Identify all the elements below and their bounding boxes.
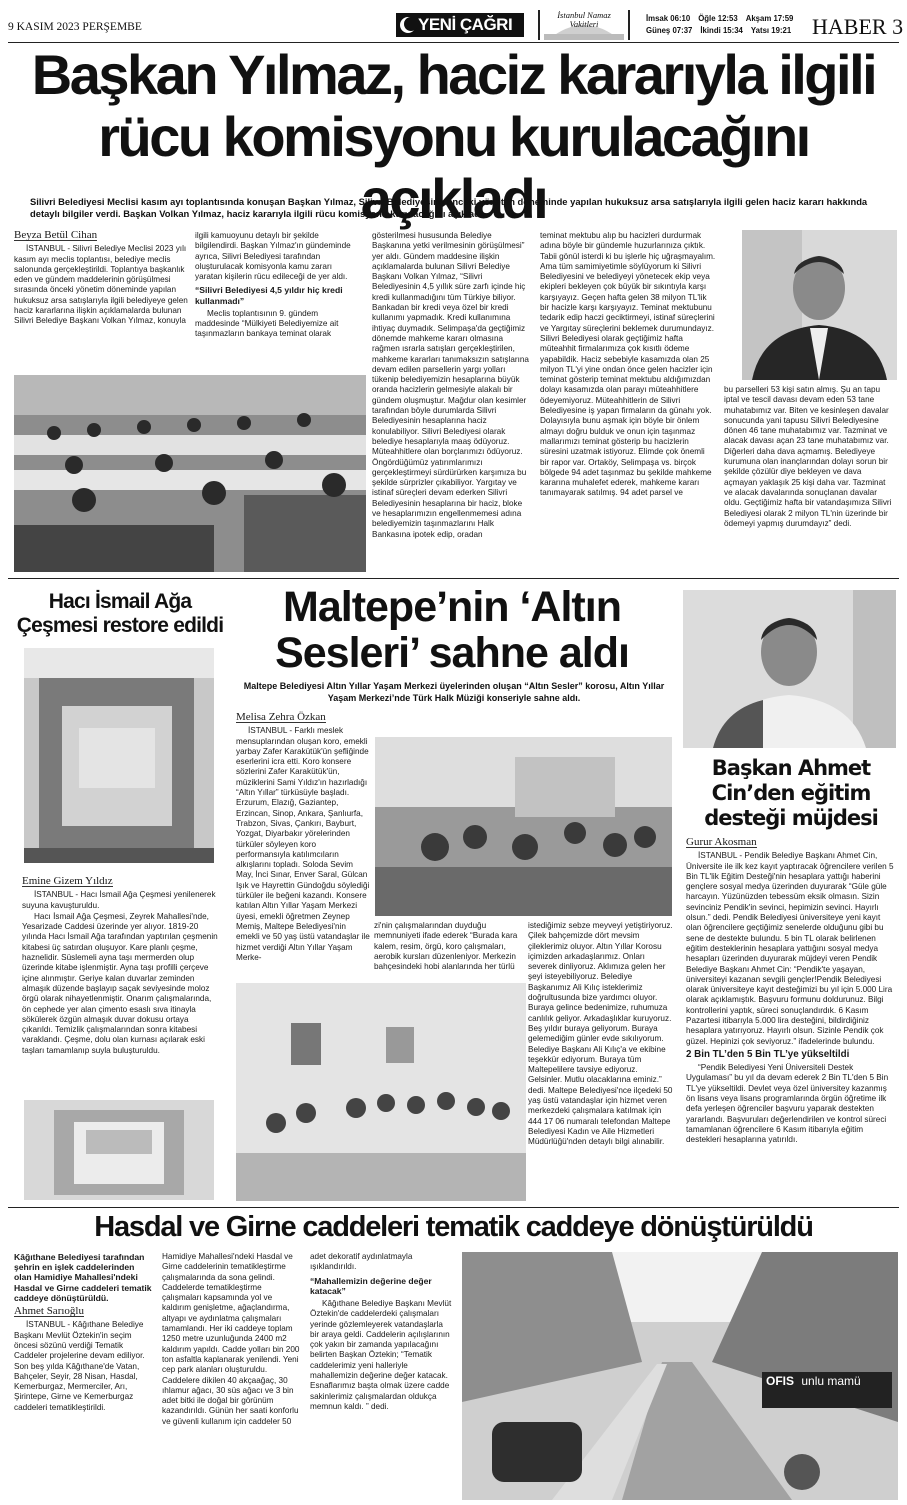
maltepe-headline: Maltepe’nin ‘Altın Sesleri’ sahne aldı (275, 583, 629, 677)
hasdal-subhead: “Mahallemizin değerine değer katacak” (310, 1275, 432, 1296)
prayer-imsak: İmsak 06:10 (646, 14, 691, 23)
issue-date: 9 KASIM 2023 PERŞEMBE (8, 21, 142, 33)
lead-col-1: Beyza Betül Cihan İSTANBUL - Silivri Belediye Meclisi 2023 yılı kasım ayı meclis toplantısı, belediye meclis salonunda gerçekleştirildi. Toplantıya başkanlık eden ve gündem maddelerinin görüşülmesi sırasında önceki yönetim döneminde yapılan hukuksuz arsa satışlarıyla ilgili belediyeye gelen haciz kararlarına ilişkin açıklamalarda bulunan Silivri Belediye Başkanı Volkan Yılmaz, konuyla (14, 229, 188, 326)
mayor-portrait-photo (742, 230, 897, 380)
choir-image-2 (236, 983, 526, 1201)
hasdal-col-1: Kâğıthane Belediyesi tarafından şehrin en işlek caddelerinden olan Hamidiye Mahallesi'ndeki Hasdal ve Girne caddeleri tematik caddeye dönüştürüldü. Ahmet Sarıoğlu İSTANBUL - Kâğıthane Belediye Başkanı Mevlüt Öztekin'in seçim öncesi sözünü verdiği Tematik Caddeler projelerine devam ediliyor. Son beş yılda Kâğıthane'de Vatan, Bahçeler, Seyir, 28 Nisan, Hasdal, Kemerburgaz, Mermerciler, Arı, Şirintepe, Girne ve Kemerburgaz caddeleri tematikleştirildi. (14, 1252, 154, 1414)
cesme-headline: Hacı İsmail Ağa Çeşmesi restore edildi (16, 590, 224, 637)
lead-col-3: gösterilmesi hususunda Belediye Başkanına yetki verilmesinin görüşülmesi” yer aldı. Gündem maddesine ilişkin açıklamalarda bulunan Silivri Belediye Başkanı Volkan Yılmaz, “Silivri Belediyesinin 4,5 yıllık süre zarfı içinde hiç kredi kullanmadığını tüm Türkiye biliyor. Bankadan bir kredi veya özel bir kredi kullanımı yapmadık. Kredi kullanımına ihtiyaç duymadık. Selimpaşa'da geçtiğimiz dönemde mahkeme kararı olmasına rağmen ısrarla satışları gerçekleştirilen, mahkeme kararları tanımaksızın satışlarına devam edilen parsellerin yargı yolları tükenip belediyemizin hesaplarına büyük oranda hacizlerin gelmesiyle alakalı bir gündem oluşmuştur. Mağdur olan kesimler tarafından böyle durumlarda Silivri Belediyesinin hesaplarına haciz konulabiliyor. Silivri Belediyesi olarak belediye hesaplarıyla maaş ödüyoruz. Müteahhitlere olan borçlarımızı ödüyoruz. Öngördüğümüz yatırımlarımızı gerçekleştirmeyi sürdürürken karşımıza bu şekilde sürprizler çıkabiliyor. Yargıtay ve istinaf süreçleri devam ederken Silivri Belediyesinin hesaplarına bir haciz, bloke ve hesaplarımızın engellenmemesi adına belediyemizin taşınmazlarını Halk Bankasına ipotek edip, oradan (372, 231, 529, 539)
logo-text: YENİ ÇAĞRI (418, 15, 513, 34)
choir-concert-photo (236, 983, 526, 1201)
pendik-byline: Gurur Akosman (686, 836, 757, 848)
prayer-ogle: Öğle 12:53 (698, 14, 738, 23)
prayer-times (646, 13, 793, 37)
lead-col-4: teminat mektubu alıp bu hacizleri durdurmak adına böyle bir gündemle huzurlarınıza çıktık. Tabii gönül isterdi ki bu işlerle hiç uğraşmayalım. Ama tüm samimiyetimle söylüyorum ki Silivri Belediyesini ve belediyeyi yönetecek ekip veya ekipleri bekleyen çok büyük bir sıkıntıyla karşı karşıyayız. Geçen hafta gelen 38 milyon TL'lik bir hacizle karşı karşıyayız. Teminat mektubunu tedarik edip haczi geciktirmeyi, istinaf süreçlerini ve Yargıtay süreçlerini beklemek durumundayız. Silivri Belediyesi olarak geçtiğimiz hafta müteahhit firmalarımıza çok kısıtlı ödeme yapabildik. Haciz sebebiyle kasamızda olan 25 milyon TL'yi yine ondan önce gelen hacizler için teminat gösterip teminat mektubu aldığımızdan dolayı kasamızda olan parayı müteahhitlere ödeyemiyoruz. Müteahhitlerin de Silivri Belediyesine iş yapan firmaların da günahı yok. Dolayısıyla bunu aşmak için böyle bir önlem almayı doğru bulduk ve onun için taşınmaz mallarımızı teminat gösterip bu hacizlerin süresini uzatmak istiyoruz. Elimde çok önemli bir rapor var. Ortaköy, Selimpaşa vs. birçok bölgede 94 adet taşınmaz bu şekilde mahkeme kararına muhalefet ederek, mahkeme kararı tanımayarak satılmış. 94 adet parsel ve (540, 231, 716, 498)
council-meeting-photo (14, 375, 366, 572)
cesme-byline: Emine Gizem Yıldız (22, 875, 113, 887)
prayer-box-title: İstanbul Namaz Vakitleri (557, 10, 611, 29)
fountain-photo-after (24, 1100, 214, 1200)
cesme-body: Emine Gizem Yıldız İSTANBUL - Hacı İsmail Ağa Çeşmesi yenilenerek suyuna kavuşturuldu. Hacı İsmail Ağa Çeşmesi, Zeyrek Mahallesi'nde, Yesarizade Caddesi üzerinde yer alıyor. 1819-20 yılında Hacı İsmail Ağa tarafından yaptırılan çeşmenin kitabesi üç satırdan oluşuyor. Kare planlı çeşme, haznelidir. Süslemeli ayna taşı mermerden olup üzerinde kitabe işlenmiştir. Ayna taşı profilli çerçeve içine alınmıştır. Geriye kalan duvarlar zeminden almaşık düzende başlayıp saçak seviyesinde moloz örgü olarak nihayetlenmiştir. Onarım çalışmalarında, ön cephede yer alan çimento esaslı sıva itinayla sökülerek özgün almaşık duvar dokusu ortaya çıkarıldı. Temizlik çalışmalarından sonra kitabesi varaklandı. Çeşme, dolu olan kurnası açılarak eski taşları tamamlanıp suyla buluşturuldu. (22, 875, 218, 1055)
hasdal-byline: Ahmet Sarıoğlu (14, 1305, 84, 1318)
hasdal-headline: Hasdal ve Girne caddeleri tematik caddeye dönüştürüldü (94, 1211, 813, 1243)
hasdal-deck: Kâğıthane Belediyesi tarafından şehrin en işlek caddelerinden olan Hamidiye Mahallesi'ndeki Hasdal ve Girne caddeleri tematik caddeye dönüştürüldü. (14, 1252, 152, 1303)
pendik-headline: Başkan Ahmet Cin’den eğitim desteği müjdesi (704, 756, 878, 830)
hasdal-col-3: adet dekoratif aydınlatmayla ışıklandırıldı. “Mahallemizin değerine değer katacak” Kâğıthane Belediye Başkanı Mevlüt Öztekin'de caddelerdeki çalışmaları yerinde gözlemleyerek vatandaşlarla bir araya geldi. Caddelerin açılışlarının çok yakın bir zamanda yapılacağını belirten Başkan Öztekin; “Tematik caddelerimiz yeni halleriyle mahallemizin değerine değer katacak. Esnaflarımız başta olmak üzere cadde sakinlerimiz çalışmalardan oldukça memnun kaldı. ” dedi. (310, 1252, 454, 1413)
fountain-photo-before (24, 648, 214, 863)
lead-bottom-rule (8, 578, 899, 579)
page-number: 3 (892, 14, 904, 39)
lower-rule (8, 1207, 899, 1208)
fountain-image-1 (24, 648, 214, 863)
meeting-image (14, 375, 366, 572)
shop-sign-ofis: OFIS (766, 1374, 795, 1388)
pendik-portrait-image (683, 590, 896, 748)
lead-col-2: ilgili kamuoyunu detaylı bir şekilde bilgilendirdi. Başkan Yılmaz'ın gündeminde ayrıca, Silivri Belediyesi tarafından oluşturulacak komisyonla kamu zararı yaratan kişilerin rücu edileceği de yer aldı. “Silivri Belediyesi 4,5 yıldır hiç kredi kullanmadı” Meclis toplantısının 9. gündem maddesinde “Mülkiyeti Belediyemize ait taşınmazların bankaya teminat olarak (195, 231, 357, 341)
maltepe-byline: Melisa Zehra Özkan (236, 711, 326, 723)
prayer-ikindi: İkindi 15:34 (700, 26, 743, 35)
hasdal-col-2: Hamidiye Mahallesi'ndeki Hasdal ve Girne caddelerinin tematikleştirme çalışmalarında da sona gelindi. Caddelerde tematikleştirme çalışmaları kapsamında yol ve kaldırım genişletme, ağaçlandırma, altyapı ve aydınlatma çalışmaları tamamlandı. Her iki caddeye toplam 1250 metre uzunluğunda 2400 m2 kaldırım yapıldı. Cadde yolları bin 200 ton asfaltla kaplanarak yenilendi. Yeni cep park alanları oluşturuldu. Caddelere dikilen 40 akçaağaç, 30 ıhlamur ağacı, 30 süs ağacı ve 3 bin adet bitki ile doğal bir görünüm kazandırıldı. Günün her saati konforlu ve güvenli kullanım için caddeler 50 (162, 1252, 300, 1426)
choir-image-1 (375, 737, 672, 916)
lead-byline: Beyza Betül Cihan (14, 229, 98, 241)
prayer-aksam: Akşam 17:59 (745, 14, 794, 23)
lead-headline: Başkan Yılmaz, haciz kararıyla ilgili rücu komisyonu kurulacağını açıkladı (31, 43, 876, 230)
newspaper-logo (396, 13, 524, 37)
ahmet-cin-portrait (683, 590, 896, 748)
shop-sign (766, 1374, 861, 1388)
lead-subhead: “Silivri Belediyesi 4,5 yıldır hiç kredi kullanmadı” (195, 285, 343, 306)
lead-col-5: bu parselleri 53 kişi satın almış. Şu an tapu iptal ve tescil davası devam eden 53 tane muhatabımız var. Biten ve kesinleşen davalar sonucunda yani tapusu Silivri Belediyesine dönen 46 tane muhatabımız var. Tazminat ve alacak davası açan 23 tane muhatabımız var. Diğerleri daha dava açmamış. Belediyeye kurumuna olan inançlarından dolayı sorun bir şekilde çözülür diye bekleyen ve dava açmayan yaklaşık 25 kişi daha var. Tazminat ve alacak davalarında sonuçlanan davalar oldu. Geçtiğimiz hafta bir vatandaşımıza Silivri Belediyesi olarak 2 milyon TL'nin üzerinde bir ödemeyi yapmış durumdayız” dedi. (724, 385, 892, 528)
street-photo (462, 1252, 898, 1500)
prayer-gunes: Güneş 07:37 (646, 26, 693, 35)
shop-sign-unlu: unlu mamü (801, 1374, 861, 1388)
lead-deck: Silivri Belediyesi Meclisi kasım ayı toplantısında konuşan Başkan Yılmaz, Silivri Belediyesine önceki yönetim döneminde yapılan hukuksuz arsa satışlarıyla ilgili gelen haciz kararı hakkında detaylı bilgiler verdi. Başkan Volkan Yılmaz, haciz kararıyla ilgili rücu komisyonu kurulacağını açıkladı. (30, 196, 868, 219)
portrait-image (742, 230, 897, 380)
prayer-yatsi: Yatsı 19:21 (750, 26, 792, 35)
maltepe-col-3: istediğimiz sebze meyveyi yetiştiriyoruz. Çilek bahçemizde dört mevsim çileklerimiz oluyor. Altın Yıllar Korosu içimizden arkadaşlarımız. Onları severek dinliyoruz. Aklımıza gelen her şeyi isteyebiliyoruz. Belediye Başkanımız Ali Kılıç isteklerimiz doğrultusunda bize yardımcı oluyor. Buraya gelince bedenimize, ruhumuza canlılık geliyor. Arkadaşlıklar kuruyoruz. Beş yıldır buraya geliyorum. Buraya gelemediğim günler evde sıkılıyorum. Belediye Başkanı Ali Kılıç'a ve ekibine teşekkür ediyorum. Buraya tüm Maltepelilere tavsiye ediyoruz. Gelsinler. Mutlu olacaklarına eminiz.” dedi. Maltepe Belediyesi'nce ilçedeki 50 yaş üstü vatandaşlar için hizmet veren merkezdeki çalışmalara katılmak için 444 17 06 numaralı telefondan Maltepe Belediyesi Kadın ve Aile Hizmetleri Müdürlüğü'nden detaylı bilgi alınabilir. (528, 921, 673, 1147)
crescent-icon (399, 16, 417, 34)
prayer-box (528, 6, 640, 42)
pendik-body: Gurur Akosman İSTANBUL - Pendik Belediye Başkanı Ahmet Cin, Üniversite ile ilk kez kayıt yaptıracak öğrencilere verilen 5 Bin TL'lik Eğitim Desteği'nin hesaplara yattığı haberini gençlere sosyal medya üzerinden duyurarak “Güle güle harcayın. Yüzünüzden tebessüm eksik olmasın. Sizin sevinciniz Pendik'in sevinci, hepimizin sevinci. Hayırlı olsun.” dedi. Pendik Belediyesi üniversiteye yeni kayıt olan öğrencilere geçtiğimiz senelerde olduğunu gibi bu sene de destekte bulundu. 5 bin TL olarak belirlenen eğitim desteklerinin hesaplara yattığını sosyal medya hesapları üzerinden duyurarak müjdeyi veren Pendik Belediye Başkanı Ahmet Cin: “Pendik'te yaşayan, üniversiteyi kazanan sevgili gençler!Pendik Belediyesi olarak üniversiteye kayıt desteğimizi bu yıl için 5.000 Lira olarak açıklamıştık. Başvuru formunu doldurunuz. Bilgi kontrollerini yaptık, süreci sonuçlandırdık. 6 Kasım Pazartesi itibarıyla 5.000 lira desteğini, bildirdiğiniz hesaplara yatırıyoruz. Hayırlı olsun. Sizinle Pendik çok güzel. Hepinizi çok seviyoruz.” ifadelerinde bulundu. 2 Bin TL’den 5 Bin TL’ye yükseltildi “Pendik Belediyesi Yeni Üniversiteli Destek Uygulaması” bu yıl da devam ederek 2 Bin TL'den 5 Bin TL'ye yükseltildi. Devlet veya özel üniversitey kazanmış ön lisans veya lisans programlarında örgün öğretime ilk defa yerleşen öğrenciler başvuru yaparak destekten yararlandı. Başvuruları değerlendirilen ve kontrol süreci tamamlanan öğrencilere 6 Kasım itibarıyla eğitim destekleri hesaplarına yatırıldı. (686, 837, 896, 1147)
pendik-subhead: 2 Bin TL’den 5 Bin TL’ye yükseltildi (686, 1048, 850, 1060)
maltepe-col-1: Melisa Zehra Özkan İSTANBUL - Farklı meslek mensuplarından oluşan koro, emekli yarbay Zafer Karakütük'ün şefliğinde eserlerini icra etti. Koro konsere sözlerini Zafer Karakütük'ün, müziklerini Sami Yıldız'ın hazırladığı “Altın Yıllar” türküsüyle başladı. Erzurum, Elazığ, Gaziantep, Erzincan, Sinop, Ankara, Şanlıurfa, Trabzon, Sivas, Çankırı, Bayburt, Yozgat, Diyarbakır yörelerinden türküler söyleyen koro performansıyla katılımcıların alkışlarını topladı. Soloda Sevim May, İnci Sınar, Enver Saral, Gülcan Işık ve Hayrettin Gündoğdu söylediği türküler ile beğeni kazandı. Konsere katılan Altın Yıllar Yaşam Merkezi üyesi, emekli öğretmen Zeynep Memiş, Maltepe Belediyesi'nin emekli ve 50 yaş üstü vatandaşlar ile hizmet verdiği Altın Yıllar Yaşam Merke- (236, 711, 370, 962)
maltepe-col-2: zi'nin çalışmalarından duyduğu memnuniyeti ifade ederek “Burada kara kalem, resim, örgü, koro çalışmaları, aerobik kursları düzenleniyor. Merkezin bahçesindeki hobi alanlarında her türlü (374, 921, 518, 972)
choir-rehearsal-photo (375, 737, 672, 916)
section-label: HABER 3 (812, 14, 904, 39)
fountain-image-2 (24, 1100, 214, 1200)
maltepe-deck: Maltepe Belediyesi Altın Yıllar Yaşam Merkezi üyelerinden oluşan “Altın Sesler” korosu, Altın Yıllar Yaşam Merkezi’nde Türk Halk Müziği konseriyle sahne aldı. (243, 681, 665, 703)
